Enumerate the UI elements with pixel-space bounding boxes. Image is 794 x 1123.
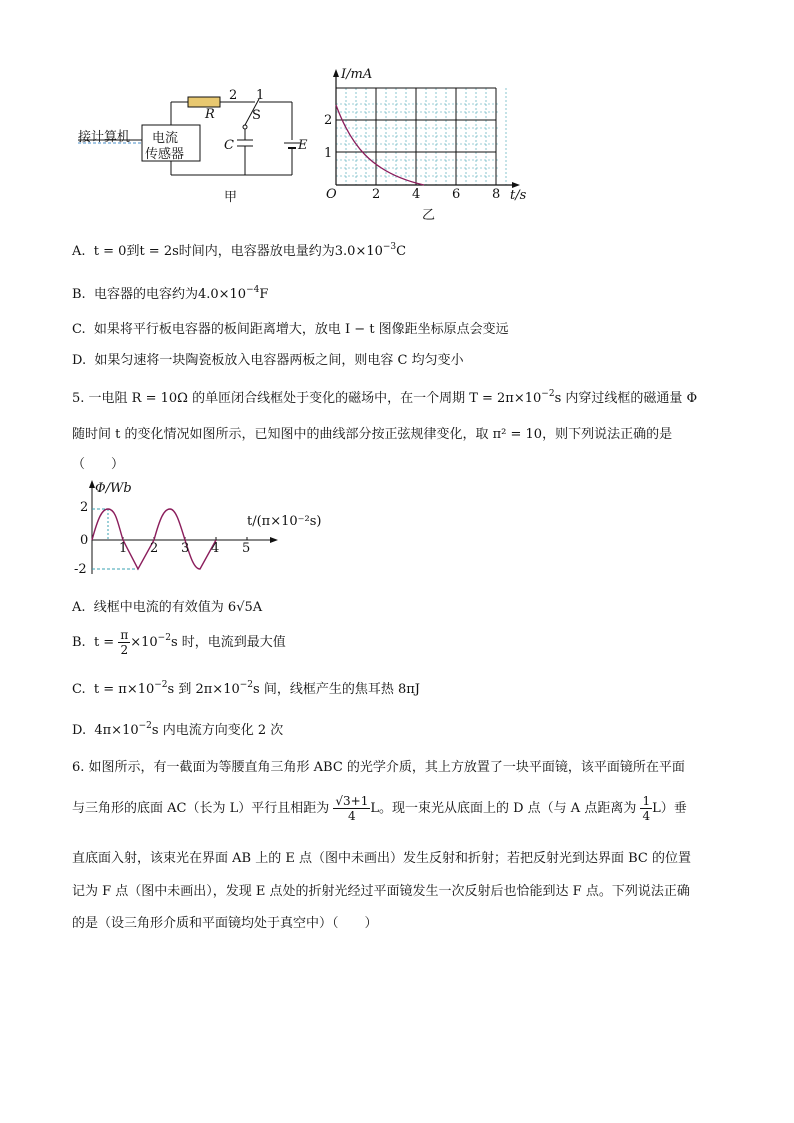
option-letter: A. bbox=[72, 244, 86, 259]
option-letter: B. bbox=[72, 635, 86, 650]
option-text: s 到 2π×10 bbox=[167, 682, 240, 697]
q6-line-5: 的是（设三角形介质和平面镜均处于真空中）（ ） bbox=[72, 916, 378, 931]
y-tick-1: 1 bbox=[324, 146, 333, 161]
computer-label: 接计算机 bbox=[78, 130, 131, 145]
q6-line-2 bbox=[72, 794, 687, 823]
flux-x-tick-2: 2 bbox=[150, 541, 159, 556]
option-text: t = 0到t = 2s时间内，电容器放电量约为3.0×10 bbox=[93, 244, 383, 259]
option-text-mid: ×10 bbox=[130, 635, 158, 650]
option-letter: D. bbox=[72, 353, 87, 368]
q5-option-a[interactable] bbox=[72, 596, 262, 615]
fraction-denominator: 2 bbox=[120, 643, 129, 657]
x-tick-6: 6 bbox=[452, 187, 461, 202]
node-1-label: 1 bbox=[256, 88, 265, 103]
option-text: s 间，线框产生的焦耳热 8πJ bbox=[253, 682, 420, 697]
exponent: −2 bbox=[541, 389, 555, 399]
option-text: 4π×10 bbox=[94, 723, 139, 738]
flux-y-label: Φ/Wb bbox=[95, 481, 132, 496]
q6-line-3: 直底面入射，该束光在界面 AB 上的 E 点（图中未画出）发生反射和折射；若把反射光到达界面 BC 的位置 bbox=[72, 851, 691, 866]
fraction bbox=[333, 794, 370, 823]
exponent: −4 bbox=[246, 285, 260, 295]
option-text: 线框中电流的有效值为 6√5A bbox=[93, 600, 263, 615]
flux-x-tick-3: 3 bbox=[181, 541, 190, 556]
q6-text: L）垂 bbox=[652, 801, 687, 816]
option-letter: C. bbox=[72, 682, 86, 697]
y-axis-label: I/mA bbox=[341, 67, 373, 82]
fraction-denominator: 4 bbox=[348, 809, 356, 823]
x-axis-label: t/s bbox=[510, 188, 527, 203]
q4-option-b[interactable] bbox=[72, 283, 268, 302]
q5-line-2: 随时间 t 的变化情况如图所示，已知图中的曲线部分按正弦规律变化，取 π² = 10，则下列说法正确的是 bbox=[72, 427, 673, 442]
fraction-numerator: π bbox=[120, 628, 129, 642]
flux-x-tick-4: 4 bbox=[211, 541, 220, 556]
q4-option-d[interactable] bbox=[72, 349, 464, 368]
node-2-label: 2 bbox=[229, 88, 238, 103]
option-text: t = π×10 bbox=[93, 682, 155, 697]
exponent: −2 bbox=[138, 721, 152, 731]
circuit-diagram bbox=[70, 85, 320, 210]
exponent: −2 bbox=[239, 680, 254, 690]
q5-option-b[interactable] bbox=[72, 628, 286, 657]
q5-text: 5. 一电阻 R = 10Ω 的单匝闭合线框处于变化的磁场中，在一个周期 T = 2π×10 bbox=[72, 391, 542, 406]
q6-line-4: 记为 F 点（图中未画出），发现 E 点处的折射光经过平面镜发生一次反射后也恰能到达 F 点。下列说法正确 bbox=[72, 884, 690, 899]
fraction-denominator: 4 bbox=[642, 809, 651, 823]
graph-caption: 乙 bbox=[422, 208, 436, 223]
q6-text: L。现一束光从底面上的 D 点（与 A 点距离为 bbox=[370, 801, 637, 816]
flux-x-label: t/(π×10⁻²s) bbox=[247, 514, 322, 529]
unit: C bbox=[396, 244, 407, 259]
sensor-label-2: 传感器 bbox=[145, 147, 185, 162]
q4-option-c[interactable] bbox=[72, 318, 509, 337]
q6-text: 与三角形的底面 AC（长为 L）平行且相距为 bbox=[72, 801, 330, 816]
x-tick-4: 4 bbox=[412, 187, 421, 202]
fraction-numerator: √3+1 bbox=[335, 794, 369, 808]
y-tick-2: 2 bbox=[324, 113, 333, 128]
q4-option-a[interactable] bbox=[72, 240, 406, 259]
fraction-numerator: 1 bbox=[642, 794, 651, 808]
flux-y-tick-2: 2 bbox=[80, 500, 89, 515]
q5-option-c[interactable] bbox=[72, 678, 420, 697]
option-text: 如果匀速将一块陶瓷板放入电容器两板之间，则电容 C 均匀变小 bbox=[94, 353, 464, 368]
resistor-label: R bbox=[205, 107, 215, 122]
flux-y-tick-0: 0 bbox=[80, 533, 89, 548]
flux-x-tick-1: 1 bbox=[119, 541, 128, 556]
option-text: s 内电流方向变化 2 次 bbox=[151, 723, 284, 738]
option-text: t = bbox=[93, 635, 115, 650]
option-text: 电容器的电容约为4.0×10 bbox=[93, 287, 247, 302]
exponent: −2 bbox=[157, 633, 171, 643]
resistor bbox=[188, 97, 220, 107]
flux-y-tick-neg2: -2 bbox=[74, 562, 87, 577]
fraction bbox=[118, 628, 130, 657]
q5-option-d[interactable] bbox=[72, 719, 283, 738]
q5-line-1 bbox=[72, 387, 697, 406]
q6-line-1: 6. 如图所示，有一截面为等腰直角三角形 ABC 的光学介质，其上方放置了一块平面镜，该平面镜所在平面 bbox=[72, 760, 685, 775]
option-letter: B. bbox=[72, 287, 86, 302]
current-time-graph bbox=[320, 65, 530, 200]
option-text-end: s 时，电流到最大值 bbox=[170, 635, 286, 650]
x-tick-8: 8 bbox=[492, 187, 501, 202]
capacitor-label: C bbox=[224, 138, 234, 153]
flux-curve bbox=[92, 509, 216, 569]
circuit-caption: 甲 bbox=[224, 190, 238, 205]
decay-curve bbox=[336, 105, 424, 185]
unit: F bbox=[259, 287, 269, 302]
origin-label: O bbox=[326, 187, 337, 202]
battery-label: E bbox=[298, 138, 308, 153]
switch-label: S bbox=[252, 108, 261, 123]
sensor-label-1: 电流 bbox=[152, 131, 179, 146]
exponent: −3 bbox=[382, 242, 397, 252]
flux-x-tick-5: 5 bbox=[242, 541, 251, 556]
x-tick-2: 2 bbox=[372, 187, 381, 202]
option-text: 如果将平行板电容器的板间距离增大，放电 I − t 图像距坐标原点会变远 bbox=[93, 322, 509, 337]
exponent: −2 bbox=[154, 680, 168, 690]
fraction bbox=[640, 794, 652, 823]
option-letter: A. bbox=[72, 600, 86, 615]
option-letter: C. bbox=[72, 322, 86, 337]
q5-text-end: s 内穿过线框的磁通量 Φ bbox=[554, 391, 698, 406]
q5-line-3: （ ） bbox=[72, 457, 125, 472]
option-letter: D. bbox=[72, 723, 87, 738]
